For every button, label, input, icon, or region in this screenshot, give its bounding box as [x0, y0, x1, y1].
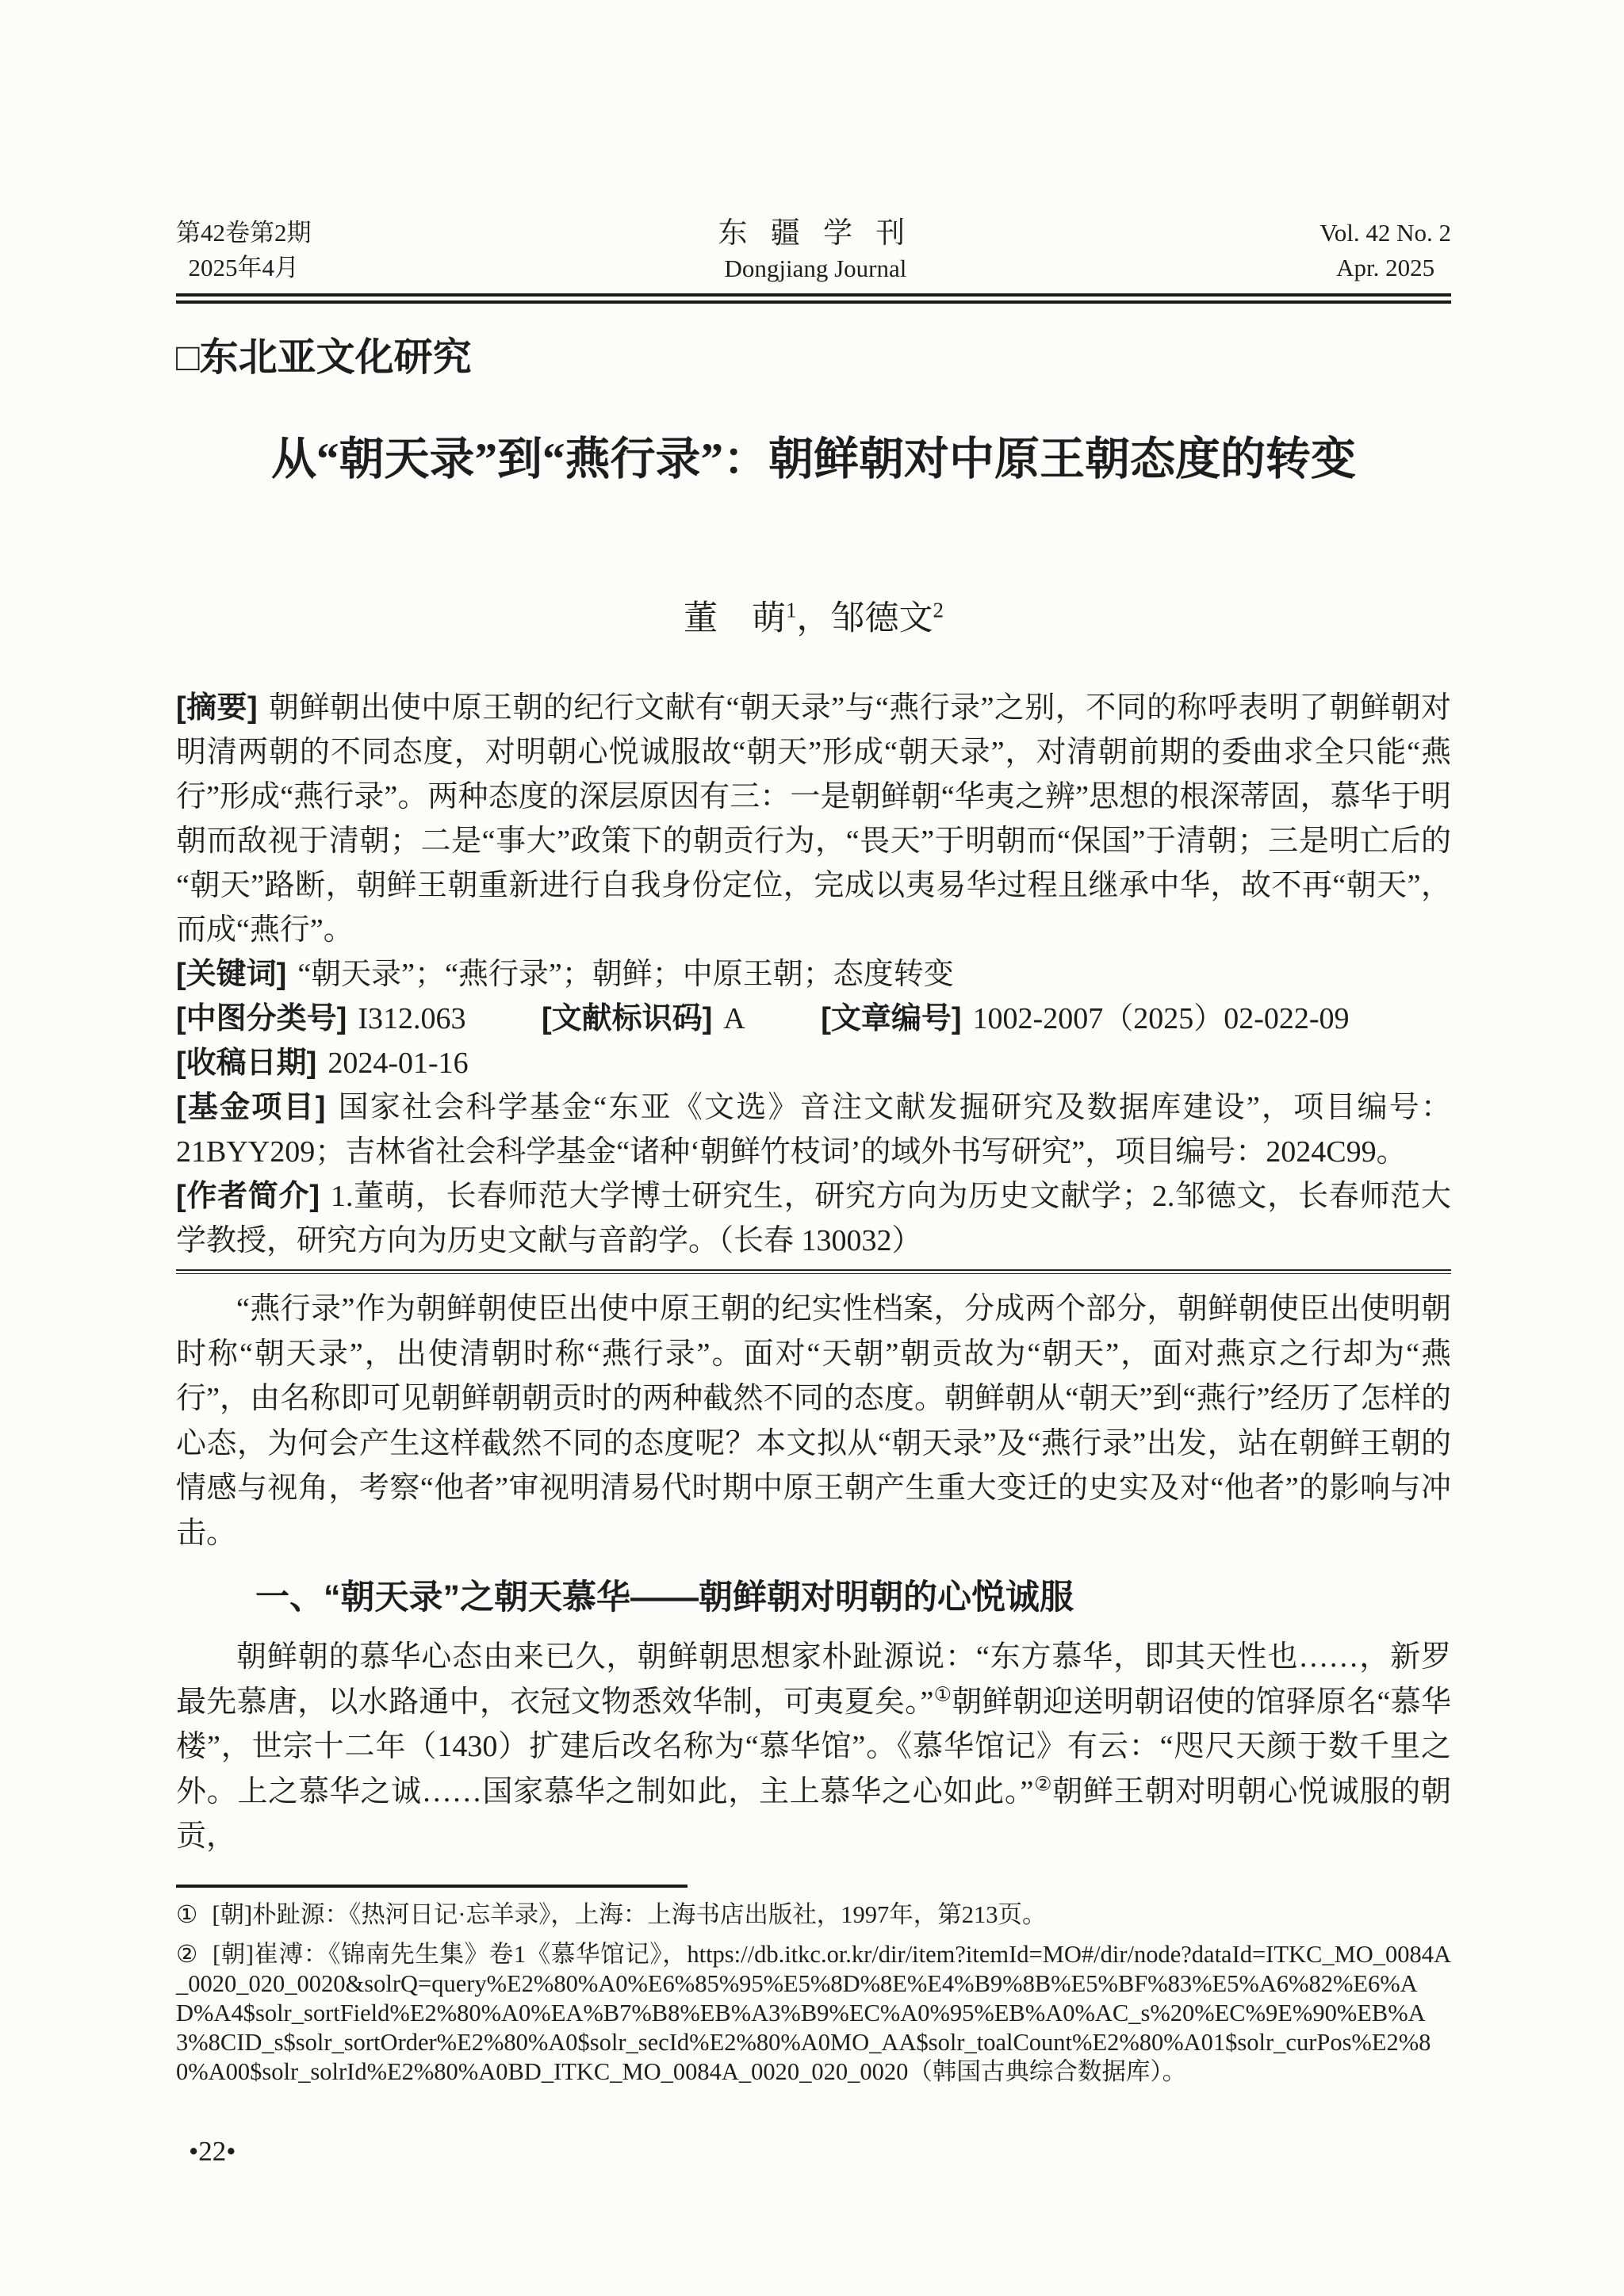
footnote-2 — [176, 1940, 1451, 2087]
received-date-label: [收稿日期] — [176, 1047, 317, 1080]
abstract-paragraph — [176, 686, 1451, 952]
footnote-1-text: [朝]朴趾源：《热河日记·忘羊录》，上海：上海书店出版社，1997年，第213页。 — [212, 1900, 1047, 1928]
fund-paragraph — [176, 1085, 1451, 1174]
issue-volume-cn: 第42卷第2期 — [176, 219, 312, 247]
article-title: 从“朝天录”到“燕行录”：朝鲜朝对中原王朝态度的转变 — [271, 434, 1356, 484]
intro-paragraph: “燕行录”作为朝鲜朝使臣出使中原王朝的纪实性档案，分成两个部分，朝鲜朝使臣出使明朝时称“朝天录”，出使清朝时称“燕行录”。面对“天朝”朝贡故为“朝天”，面对燕京之行却为“燕行”，由名称即可见朝鲜朝朝贡时的两种截然不同的态度。朝鲜朝从“朝天”到“燕行”经历了怎样的心态，为何会产生这样截然不同的态度呢？本文拟从“朝天录”及“燕行录”出发，站在朝鲜王朝的情感与视角，考察“他者”审视明清易代时期中原王朝产生重大变迁的史实及对“他者”的影响与冲击。 — [176, 1292, 1451, 1550]
footnote-ref-1: ① — [933, 1683, 952, 1705]
author-bio-paragraph — [176, 1174, 1451, 1263]
issue-date-en: Apr. 2025 — [1336, 254, 1435, 281]
author-2-name: 邹德文 — [830, 600, 933, 637]
doc-code-pair — [542, 997, 745, 1041]
fund-label: [基金项目] — [176, 1091, 326, 1124]
fund-text: 国家社会科学基金“东亚《文选》音注文献发掘研究及数据库建设”，项目编号：21BYY209；吉林省社会科学基金“诸种‘朝鲜竹枝词’的域外书写研究”，项目编号：2024C99。 — [176, 1091, 1451, 1169]
doc-code-value: A — [723, 1002, 745, 1035]
author-separator: ， — [796, 600, 831, 637]
section-1-text-segment-1: 朝鲜朝的慕华心态由来已久，朝鲜朝思想家朴趾源说：“东方慕华，即其天性也……，新罗最先慕唐，以水路通中，衣冠文物悉效华制，可夷夏矣。” — [176, 1640, 1451, 1719]
page-number: •22• — [189, 2135, 236, 2167]
received-date-value: 2024-01-16 — [327, 1047, 469, 1080]
footnotes-block — [176, 1900, 1451, 2087]
author-2-superscript: 2 — [933, 598, 944, 622]
author-line — [176, 597, 1451, 641]
keywords-paragraph — [176, 952, 1451, 997]
abstract-text: 朝鲜朝出使中原王朝的纪行文献有“朝天录”与“燕行录”之别，不同的称呼表明了朝鲜朝对明清两朝的不同态度，对明朝心悦诚服故“朝天”形成“朝天录”，对清朝前期的委曲求全只能“燕行”形成“燕行录”。两种态度的深层原因有三：一是朝鲜朝“华夷之辨”思想的根深蒂固，慕华于明朝而敌视于清朝；二是“事大”政策下的朝贡行为，“畏天”于明朝而“保国”于清朝；三是明亡后的“朝天”路断，朝鲜王朝重新进行自我身份定位，完成以夷易华过程且继承中华，故不再“朝天”，而成“燕行”。 — [176, 691, 1452, 947]
section-1-text-segment-2: 朝鲜朝迎送明朝诏使的馆驿原名“慕华楼”，世宗十二年（1430）扩建后改名称为“慕华馆”。《慕华馆记》有云：“咫尺天颜于数千里之外。上之慕华之诚……国家慕华之制如此，主上慕华之心如此。” — [176, 1685, 1451, 1808]
section-1-text-segment-3: 朝鲜王朝对明朝心悦诚服的朝贡， — [176, 1774, 1451, 1853]
article-id-label: [文章编号] — [821, 1002, 962, 1035]
classification-paragraph — [176, 997, 1451, 1041]
author-1-name: 董 萌 — [684, 600, 786, 637]
footnote-1 — [176, 1900, 1451, 1930]
footnote-1-marker: ① — [176, 1900, 198, 1928]
article-id-pair — [821, 997, 1349, 1041]
header-journal-name — [718, 216, 914, 285]
journal-name-cn: 东 疆 学 刊 — [718, 217, 914, 250]
issue-date-cn: 2025年4月 — [188, 254, 299, 281]
clc-value: I312.063 — [358, 1002, 466, 1035]
abstract-label: [摘要] — [176, 691, 258, 725]
journal-name-en: Dongjiang Journal — [724, 254, 907, 282]
keywords-label: [关键词] — [176, 958, 287, 991]
footnote-ref-2: ② — [1033, 1773, 1053, 1795]
header-issue-en — [1320, 216, 1451, 285]
header-issue-cn — [176, 216, 312, 285]
footnote-2-marker: ② — [176, 1940, 198, 1968]
doc-code-label: [文献标识码] — [541, 1002, 713, 1035]
journal-header — [176, 216, 1451, 285]
meta-body-separator-rule — [176, 1269, 1451, 1274]
section-1-paragraph — [176, 1635, 1451, 1859]
author-bio-label: [作者简介] — [176, 1180, 320, 1213]
footnote-separator-rule — [176, 1885, 688, 1888]
keywords-text: “朝天录”；“燕行录”；朝鲜；中原王朝；态度转变 — [297, 958, 954, 991]
article-id-value: 1002-2007（2025）02-022-09 — [972, 1002, 1350, 1035]
received-date-paragraph — [176, 1041, 1451, 1085]
clc-label: [中图分类号] — [176, 1002, 347, 1035]
section-1-heading: 一、“朝天录”之朝天慕华——朝鲜朝对明朝的心悦诚服 — [255, 1578, 1074, 1617]
article-meta-block — [176, 686, 1451, 1263]
footnote-2-text: [朝]崔溥：《锦南先生集》卷1《慕华馆记》，https://db.itkc.or.kr/dir/item?itemId=MO#/dir/node?dataId=ITKC_MO_0084A_0020_020_0020&solrQ=query%E2%80%A0%E6%85%95%E5%8D%8E%E4%B9%8B%E5%BF%83%E5%A6%82%E6%AD%A4$solr_sortField%E2%80%A0%EA%B7%B8%EB%A3%B9%EC%A0%95%EB%A0%AC_s%20%EC%9E%90%EB%A3%8CID_s$solr_sortOrder%E2%80%A0$solr_secId%E2%80%A0MO_AA$solr_toalCount%E2%80%A01$solr_curPos%E2%80%A00$solr_solrId%E2%80%A0BD_ITKC_MO_0084A_0020_020_0020（韩国古典综合数据库）。 — [176, 1940, 1452, 2085]
issue-volume-en: Vol. 42 No. 2 — [1320, 219, 1451, 247]
author-bio-text: 1.董萌，长春师范大学博士研究生，研究方向为历史文献学；2.邹德文，长春师范大学教授，研究方向为历史文献与音韵学。（长春 130032） — [176, 1180, 1451, 1257]
column-heading: □东北亚文化研究 — [176, 336, 472, 379]
author-1-superscript: 1 — [786, 598, 797, 622]
clc-pair — [176, 997, 465, 1041]
header-double-rule — [176, 293, 1451, 304]
